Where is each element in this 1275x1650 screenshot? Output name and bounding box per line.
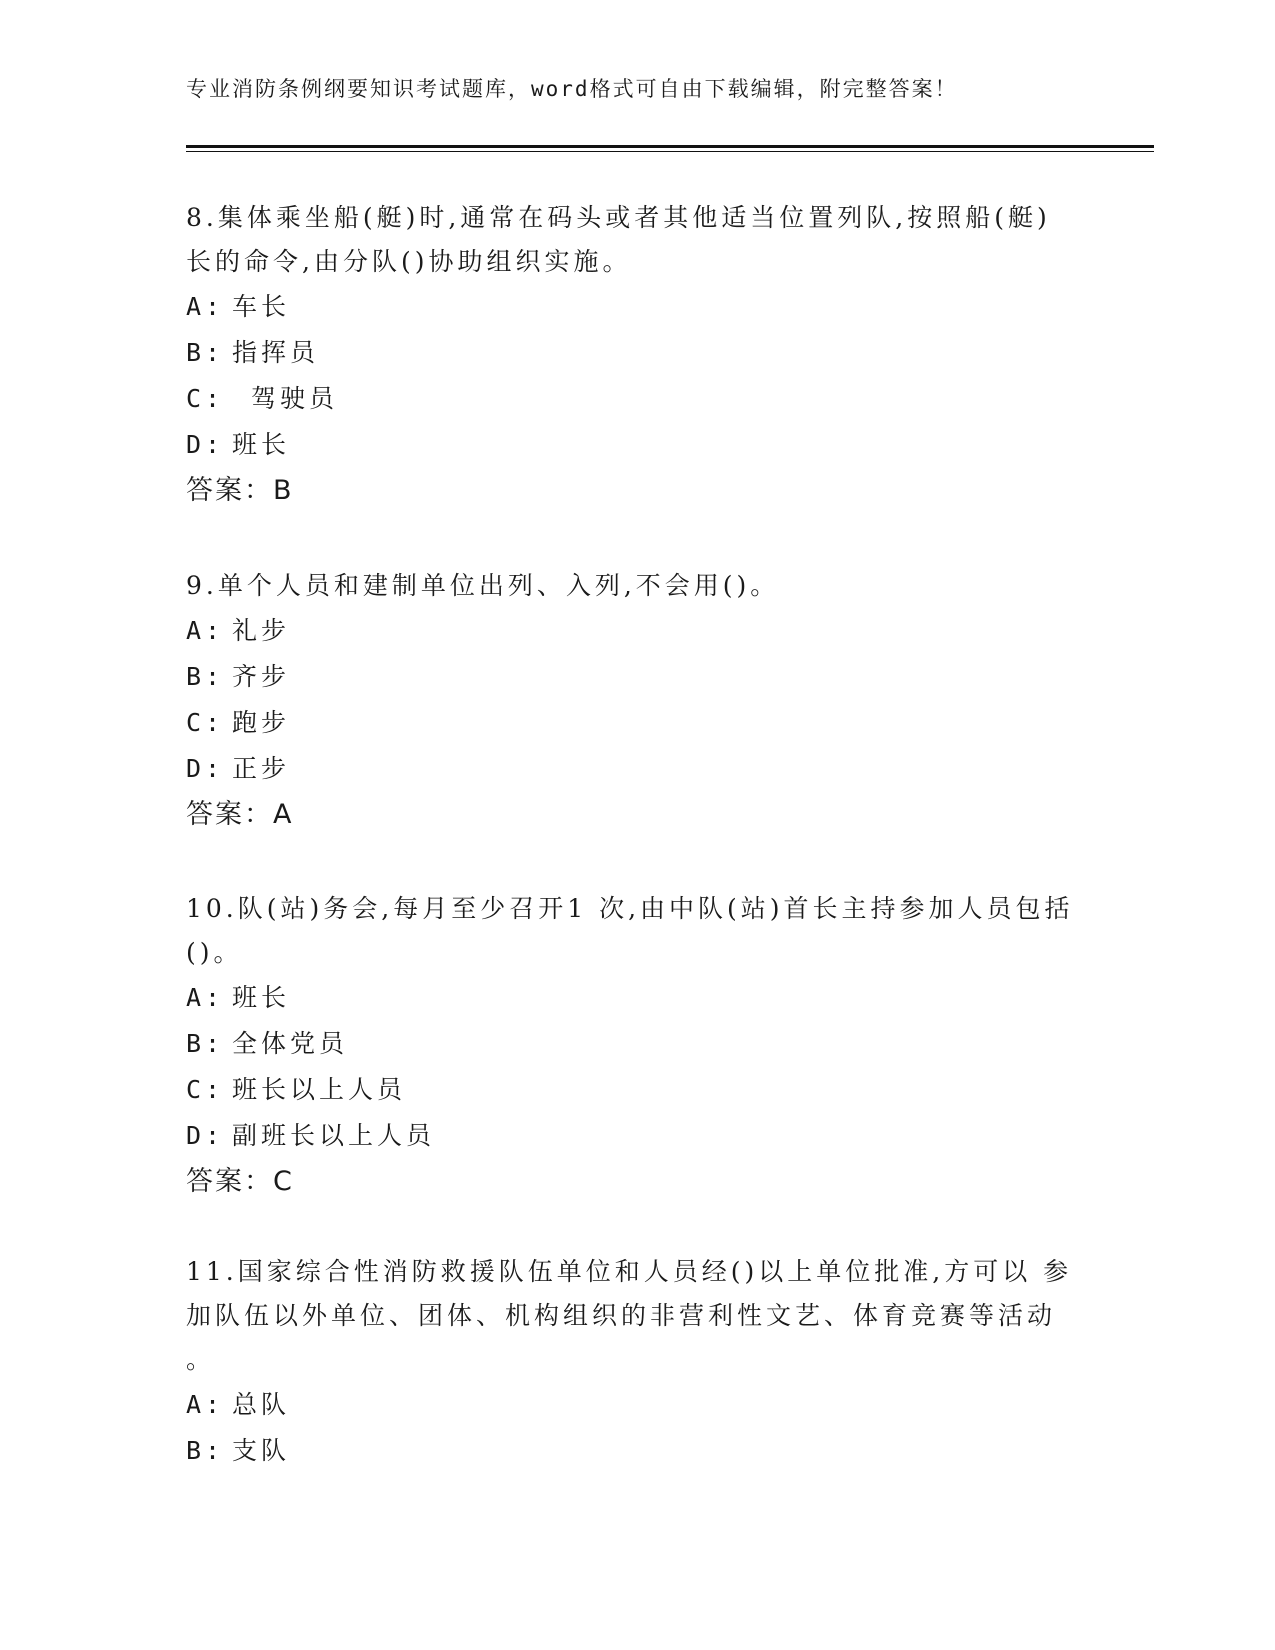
question-text-line: 9.单个人员和建制单位出列、入列,不会用()。	[186, 571, 780, 600]
option-letter: A:	[186, 616, 225, 645]
question-text-line: 。	[186, 1345, 216, 1374]
option-b	[186, 330, 1086, 376]
option-a	[186, 975, 1086, 1021]
option-c	[186, 376, 1086, 422]
option-letter: D:	[186, 754, 225, 783]
option-text: 车长	[232, 292, 291, 321]
option-text: 总队	[232, 1390, 291, 1419]
option-letter: A:	[186, 292, 225, 321]
option-text: 驾驶员	[232, 384, 339, 413]
option-text: 跑步	[232, 708, 291, 737]
option-c	[186, 1067, 1086, 1113]
option-b	[186, 654, 1086, 700]
header-rule-thin	[186, 151, 1154, 152]
option-text: 班长以上人员	[232, 1075, 407, 1104]
option-a	[186, 284, 1086, 330]
question-11	[186, 1250, 1086, 1474]
option-letter: A:	[186, 983, 225, 1012]
question-8	[186, 196, 1086, 514]
document-header: 专业消防条例纲要知识考试题库，word格式可自由下载编辑，附完整答案！	[186, 77, 958, 101]
option-letter: B:	[186, 1029, 225, 1058]
option-letter: D:	[186, 1121, 225, 1150]
question-text-line: 10.队(站)务会,每月至少召开1 次,由中队(站)首长主持参加人员包括	[186, 894, 1074, 923]
option-text: 班长	[232, 430, 291, 459]
answer-line: 答案：C	[186, 1166, 294, 1197]
option-letter: B:	[186, 338, 225, 367]
option-b	[186, 1021, 1086, 1067]
option-text: 副班长以上人员	[232, 1121, 436, 1150]
option-text: 支队	[232, 1436, 291, 1465]
option-text: 全体党员	[232, 1029, 349, 1058]
question-text-line: 8.集体乘坐船(艇)时,通常在码头或者其他适当位置列队,按照船(艇)	[186, 203, 1051, 232]
option-letter: C:	[186, 708, 225, 737]
question-text-line: ()。	[186, 938, 243, 967]
option-d	[186, 422, 1086, 468]
answer-line: 答案：A	[186, 799, 294, 830]
question-10	[186, 887, 1086, 1205]
option-letter: B:	[186, 662, 225, 691]
option-letter: C:	[186, 1075, 225, 1104]
option-letter: A:	[186, 1390, 225, 1419]
question-text-line: 加队伍以外单位、团体、机构组织的非营利性文艺、体育竞赛等活动	[186, 1301, 1057, 1330]
option-letter: B:	[186, 1436, 225, 1465]
option-a	[186, 608, 1086, 654]
option-c	[186, 700, 1086, 746]
question-text-line: 长的命令,由分队()协助组织实施。	[186, 247, 632, 276]
option-text: 礼步	[232, 616, 291, 645]
option-d	[186, 746, 1086, 792]
question-text-line: 11.国家综合性消防救援队伍单位和人员经()以上单位批准,方可以 参	[186, 1257, 1073, 1286]
option-text: 班长	[232, 983, 291, 1012]
option-text: 齐步	[232, 662, 291, 691]
option-text: 指挥员	[232, 338, 320, 367]
option-letter: C:	[186, 384, 225, 413]
answer-line: 答案：B	[186, 475, 294, 506]
option-text: 正步	[232, 754, 291, 783]
option-letter: D:	[186, 430, 225, 459]
option-a	[186, 1382, 1086, 1428]
option-d	[186, 1113, 1086, 1159]
option-b	[186, 1428, 1086, 1474]
question-9	[186, 564, 1086, 838]
header-rule-thick	[186, 145, 1154, 148]
